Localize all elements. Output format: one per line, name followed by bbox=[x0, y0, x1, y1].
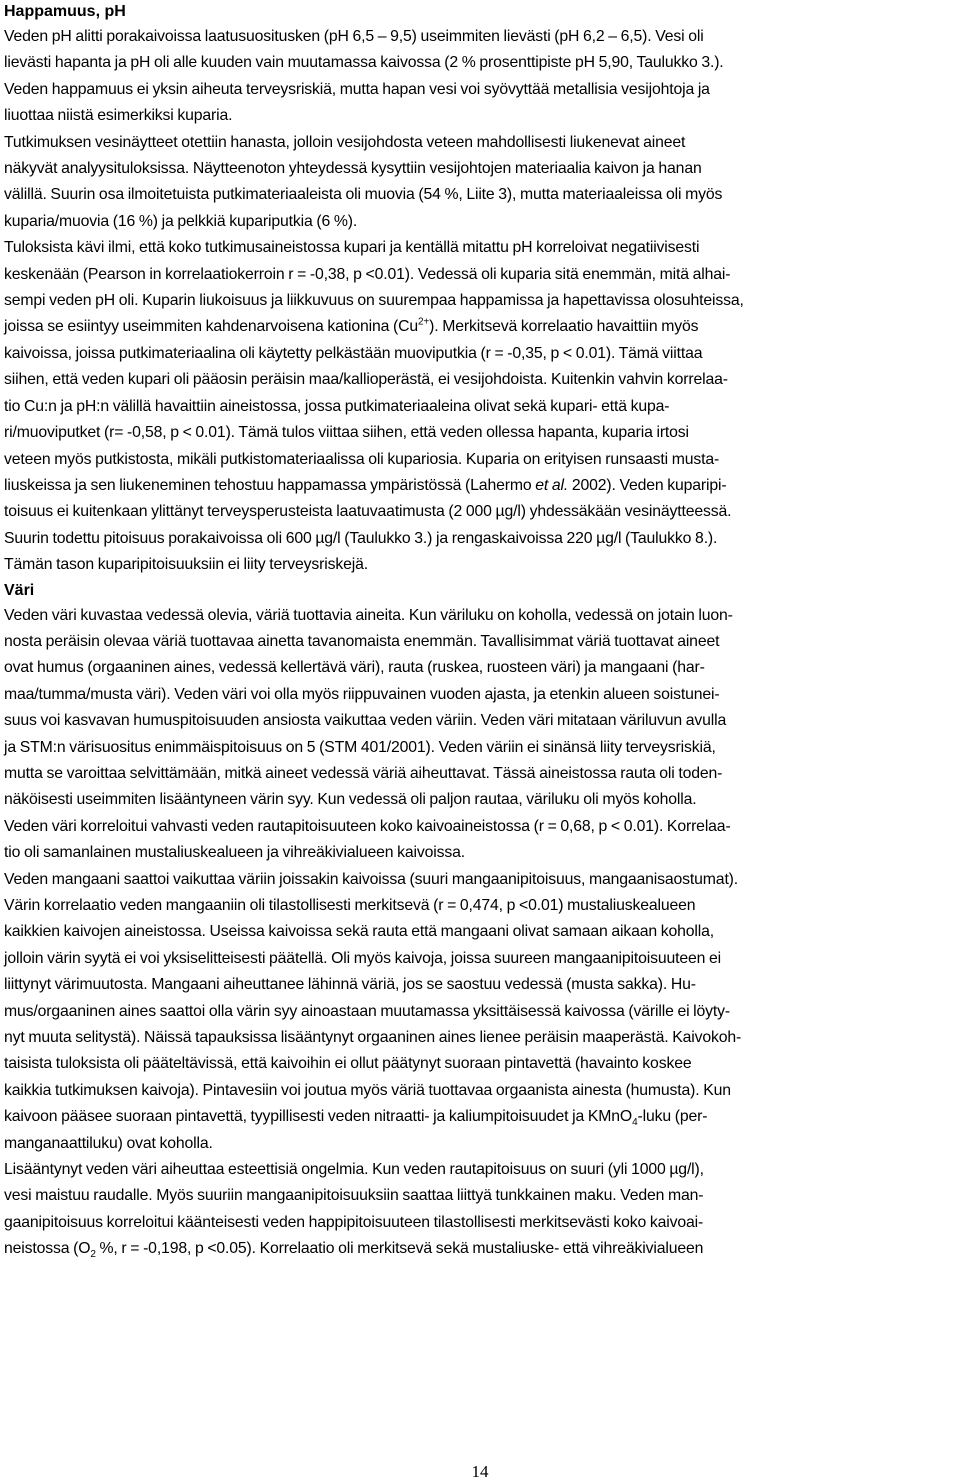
paragraph-manganese bbox=[4, 867, 954, 1157]
heading-vari: Väri bbox=[4, 581, 35, 599]
text-line: jolloin värin syytä ei voi yksiselitteisesti päätellä. Oli myös kaivoja, joissa suureen mangaanipitoisuuteen ei bbox=[4, 949, 722, 967]
text-line: ja STM:n värisuositus enimmäispitoisuus on 5 (STM 401/2001). Veden väriin ei sinänsä liity terveysriskiä, bbox=[4, 738, 716, 756]
text-line: Veden pH alitti porakaivoissa laatusuositusken (pH 6,5 – 9,5) useimmiten lievästi (pH 6,2 – 6,5). Vesi oli bbox=[4, 28, 704, 45]
text-line: Lisääntynyt veden väri aiheuttaa esteettisiä ongelmia. Kun veden rautapitoisuus on suuri (yli 1000 µg/l), bbox=[4, 1161, 704, 1179]
text-line: sempi veden pH oli. Kuparin liukoisuus ja liikkuvuus on suurempaa happamissa ja hapettavissa olosuhteissa, bbox=[4, 292, 744, 310]
text-line: tio Cu:n ja pH:n välillä havaittiin aineistossa, jossa putkimateriaaleina olivat sekä kupari- että kupa- bbox=[4, 397, 670, 415]
superscript-charge: 2+ bbox=[418, 317, 430, 329]
text-line: mutta se varoittaa selvittämään, mitkä aineet vedessä väriä aiheuttavat. Tässä aineistossa rauta oli toden- bbox=[4, 764, 723, 782]
text-line: näkyvät analyysituloksissa. Näytteenoton yhteydessä kysyttiin vesijohtojen materiaalia kaivon ja hanan bbox=[4, 160, 702, 178]
text-line: kaikkien kaivojen aineistossa. Useissa kaivoissa sekä rauta että mangaani olivat samaan aikaan koholla, bbox=[4, 923, 714, 941]
citation-et-al: et al. bbox=[535, 476, 569, 494]
text-line: Tutkimuksen vesinäytteet otettiin hanasta, jolloin vesijohdosta veteen mahdollisesti liukenevat aineet bbox=[4, 133, 686, 151]
text-line-part: liuskeissa ja sen liukeneminen tehostuu happamassa ympäristössä (Lahermo bbox=[4, 476, 536, 494]
text-line: Veden väri korreloitui vahvasti veden rautapitoisuuteen koko kaivoaineistossa (r = 0,68, p < 0.01). Korrelaa- bbox=[4, 817, 731, 835]
paragraph-ph-quality bbox=[4, 24, 954, 130]
text-line: veteen myös putkistosta, mikäli putkistomateriaalissa oli kupariosia. Kuparia on erityisen runsaasti musta- bbox=[4, 450, 720, 468]
text-line: lievästi hapanta ja pH oli alle kuuden vain muutamassa kaivossa (2 % prosenttipiste pH 5,90, Taulukko 3.). bbox=[4, 54, 724, 72]
text-line: vesi maistuu raudalle. Myös suuriin mangaanipitoisuuksiin saattaa liittyä tunkkainen maku. Veden man- bbox=[4, 1187, 704, 1205]
text-line-part: ). Merkitsevä korrelaatio havaittiin myös bbox=[429, 318, 699, 336]
paragraph-color-causes bbox=[4, 603, 954, 867]
subscript-index: 4 bbox=[632, 1117, 638, 1129]
text-line-part: -luku (per- bbox=[637, 1108, 708, 1126]
text-line: ovat humus (orgaaninen aines, vedessä kellertävä väri), rauta (ruskea, ruosteen väri) ja mangaani (har- bbox=[4, 659, 705, 677]
subscript-index: 2 bbox=[90, 1249, 96, 1261]
text-line: gaanipitoisuus korreloitui käänteisesti veden happipitoisuuteen tilastollisesti merkitsevästi koko kaivoai- bbox=[4, 1213, 704, 1231]
text-line-part: joissa se esiintyy useimmiten kahdenarvoisena kationina (Cu bbox=[4, 318, 419, 336]
text-line: Veden happamuus ei yksin aiheuta terveysriskiä, mutta hapan vesi voi syövyttää metallisia vesijohtoja ja bbox=[4, 80, 710, 98]
text-line: kuparia/muovia (16 %) ja pelkkiä kupariputkia (6 %). bbox=[4, 212, 358, 230]
text-line-part: neistossa (O bbox=[4, 1240, 91, 1258]
text-line: kaikkia tutkimuksen kaivoja). Pintavesiin voi joutua myös väriä tuottavaa orgaanista ainesta (humusta). Kun bbox=[4, 1081, 731, 1099]
text-line: suus voi kasvavan humuspitoisuuden ansiosta vaikuttaa veden väriin. Veden väri mitataan väriluvun avulla bbox=[4, 712, 727, 730]
text-line: nosta peräisin olevaa väriä tuottavaa ainetta tavanomaista enemmän. Tavallisimmat väriä tuottavat aineet bbox=[4, 632, 720, 650]
text-line: mus/orgaaninen aines saattoi olla värin syy ainoastaan muutamassa yksittäisessä kaivossa (värille ei löyty- bbox=[4, 1002, 731, 1020]
text-line: siihen, että veden kupari oli pääosin peräisin maa/kallioperästä, ei vesijohdoista. Kuitenkin vahvin korrelaa- bbox=[4, 371, 728, 389]
text-line: manganaattiluku) ovat koholla. bbox=[4, 1134, 213, 1152]
text-line: Veden mangaani saattoi vaikuttaa väriin joissakin kaivoissa (suuri mangaanipitoisuus, mangaanisaostumat). bbox=[4, 870, 739, 888]
text-line: Värin korrelaatio veden mangaaniin oli tilastollisesti merkitsevä (r = 0,474, p <0.01) mustaliuskealueen bbox=[4, 897, 696, 914]
text-line: liittynyt värimuutosta. Mangaani aiheuttanee lähinnä väriä, jos se saostuu vedessä (musta sakka). Hu- bbox=[4, 976, 696, 994]
page-number: 14 bbox=[471, 1462, 489, 1481]
text-line-part: 2002). Veden kuparipi- bbox=[568, 476, 727, 494]
text-line: kaivoissa, joissa putkimateriaalina oli käytetty pelkästään muoviputkia (r = -0,35, p < 0.01). Tämä viittaa bbox=[4, 344, 703, 362]
text-line: taisista tuloksista oli pääteltävissä, että kaivoihin ei ollut päätynyt suoraan pintavettä (havainto koskee bbox=[4, 1055, 692, 1073]
page-content bbox=[4, 0, 954, 1263]
paragraph-copper-correlation bbox=[4, 235, 954, 578]
text-line: toisuus ei kuitenkaan ylittänyt terveysperusteista laatuvaatimusta (2 000 µg/l) yhdessäkään vesinäytteessä. bbox=[4, 503, 732, 521]
paragraph-aesthetic-problems bbox=[4, 1157, 954, 1263]
text-line: Veden väri kuvastaa vedessä olevia, väriä tuottavia aineita. Kun väriluku on koholla, vedessä on jotain luon- bbox=[4, 606, 733, 624]
text-line: Suurin todettu pitoisuus porakaivoissa oli 600 µg/l (Taulukko 3.) ja rengaskaivoissa 220 µg/l (Taulukko 8.). bbox=[4, 529, 718, 547]
text-line: maa/tumma/musta väri). Veden väri voi olla myös riippuvainen vuoden ajasta, ja etenkin alueen soistunei- bbox=[4, 685, 720, 703]
text-line: liuottaa niistä esimerkiksi kuparia. bbox=[4, 107, 233, 125]
text-line: välillä. Suurin osa ilmoitetuista putkimateriaaleista oli muovia (54 %, Liite 3), mutta materiaaleissa oli myös bbox=[4, 186, 723, 204]
heading-happamuus: Happamuus, pH bbox=[4, 3, 126, 20]
paragraph-sampling bbox=[4, 130, 954, 236]
text-line-part: %, r = -0,198, p <0.05). Korrelaatio oli merkitsevä sekä mustaliuske- että vihreäkivialueen bbox=[95, 1240, 704, 1258]
text-line: ri/muoviputket (r= -0,58, p < 0.01). Tämä tulos viittaa siihen, että veden ollessa hapanta, kuparia irtosi bbox=[4, 424, 689, 442]
text-line: nyt muuta selitystä). Näissä tapauksissa lisääntynyt orgaaninen aines lienee peräisin maaperästä. Kaivokoh- bbox=[4, 1029, 742, 1047]
text-line: keskenään (Pearson in korrelaatiokerroin r = -0,38, p <0.01). Vedessä oli kuparia sitä enemmän, mitä alhai- bbox=[4, 265, 731, 283]
text-line: Tämän tason kuparipitoisuuksiin ei liity terveysriskejä. bbox=[4, 556, 368, 574]
text-line: Tuloksista kävi ilmi, että koko tutkimusaineistossa kupari ja kentällä mitattu pH korreloivat negatiivisesti bbox=[4, 239, 700, 257]
text-line: tio oli samanlainen mustaliuskealueen ja vihreäkivialueen kaivoissa. bbox=[4, 844, 465, 862]
text-line: näköisesti useimmiten lisääntyneen värin syy. Kun vedessä oli paljon rautaa, väriluku oli myös koholla. bbox=[4, 791, 697, 809]
text-line-part: kaivoon pääsee suoraan pintavettä, tyypillisesti veden nitraatti- ja kaliumpitoisuudet ja KMnO bbox=[4, 1108, 633, 1126]
